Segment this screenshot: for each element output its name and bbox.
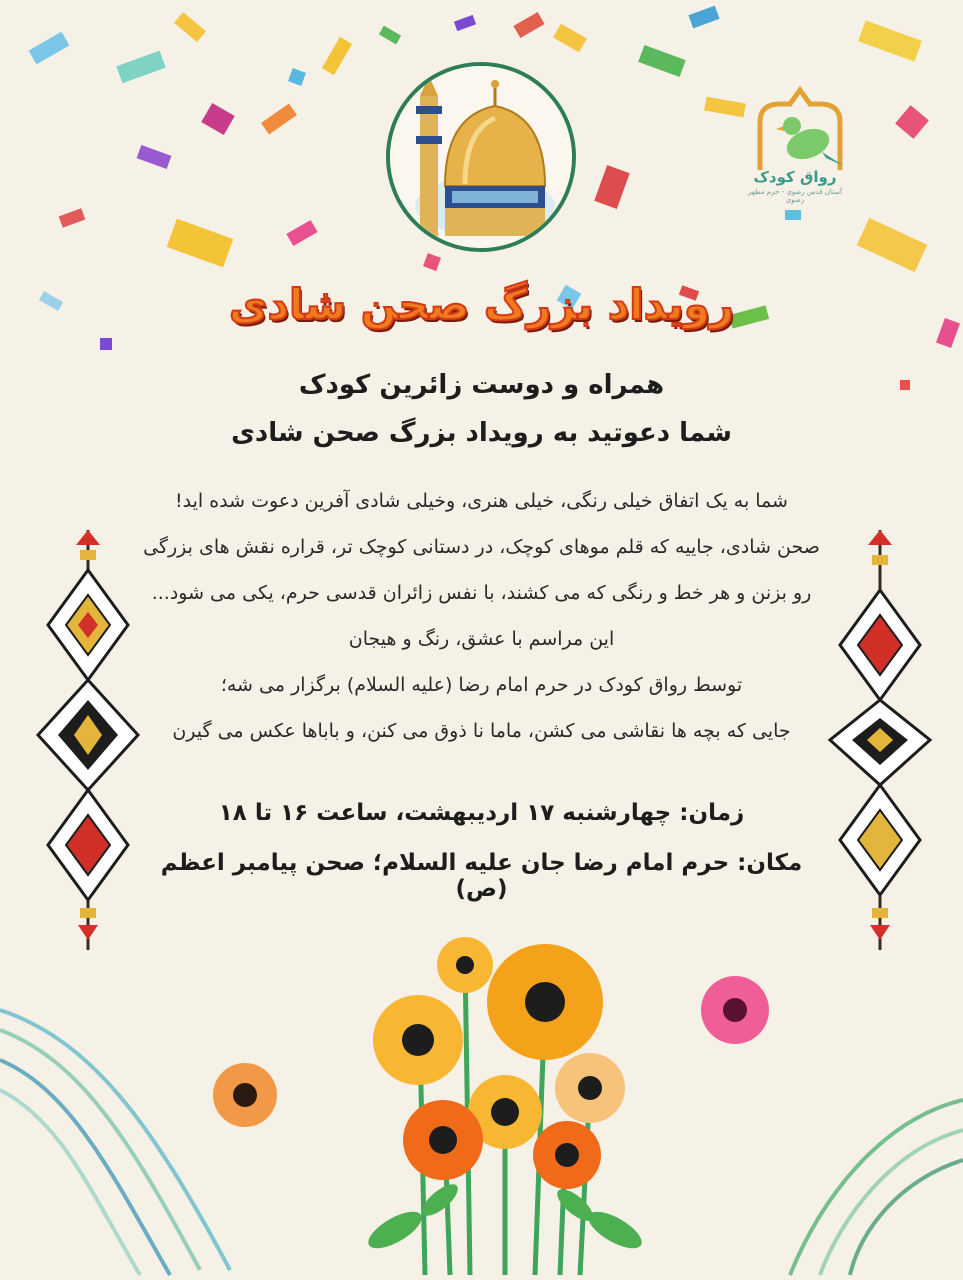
body-line-3: رو بزنن و هر خط و رنگی که می کشند، با نفس زائران قدسی حرم، یکی می شود...: [151, 582, 812, 604]
tribal-ornament-right: [830, 530, 930, 950]
event-place: مکان: حرم امام رضا جان علیه السلام؛ صحن پیامبر اعظم (ص): [160, 850, 803, 902]
invitation-line-2: شما دعوتید به رویداد بزرگ صحن شادی: [231, 418, 732, 448]
dome-illustration: [386, 62, 576, 252]
logo-subtitle: آستان قدس رضوی - حرم مطهر رضوی: [748, 188, 842, 204]
invitation-line-1: همراه و دوست زائرین کودک: [298, 370, 665, 400]
logo-name: رواق کودک: [753, 168, 837, 186]
body-line-6: جایی که بچه ها نقاشی می کشن، ماما نا ذوق می کنن، و باباها عکس می گیرن: [172, 720, 791, 742]
page-title: رویداد بزرگ صحن شادی: [229, 280, 734, 329]
body-line-5: توسط رواق کودک در حرم امام رضا (علیه السلام) برگزار می شه؛: [220, 674, 743, 696]
event-time: زمان: چهارشنبه ۱۷ اردیبهشت، ساعت ۱۶ تا ۱۸: [218, 800, 745, 826]
ribbon-left: [0, 1010, 230, 1275]
body-line-1: شما به یک اتفاق خیلی رنگی، خیلی هنری، وخیلی شادی آفرین دعوت شده اید!: [175, 490, 788, 512]
ribbon-right: [790, 1100, 963, 1275]
sunflower-illustration: [363, 937, 647, 1275]
body-line-4: این مراسم با عشق، رنگ و هیجان: [348, 628, 615, 650]
body-line-2: صحن شادی، جاییه که قلم موهای کوچک، در دستانی کوچک تر، قراره نقش های بزرگی: [143, 536, 820, 558]
